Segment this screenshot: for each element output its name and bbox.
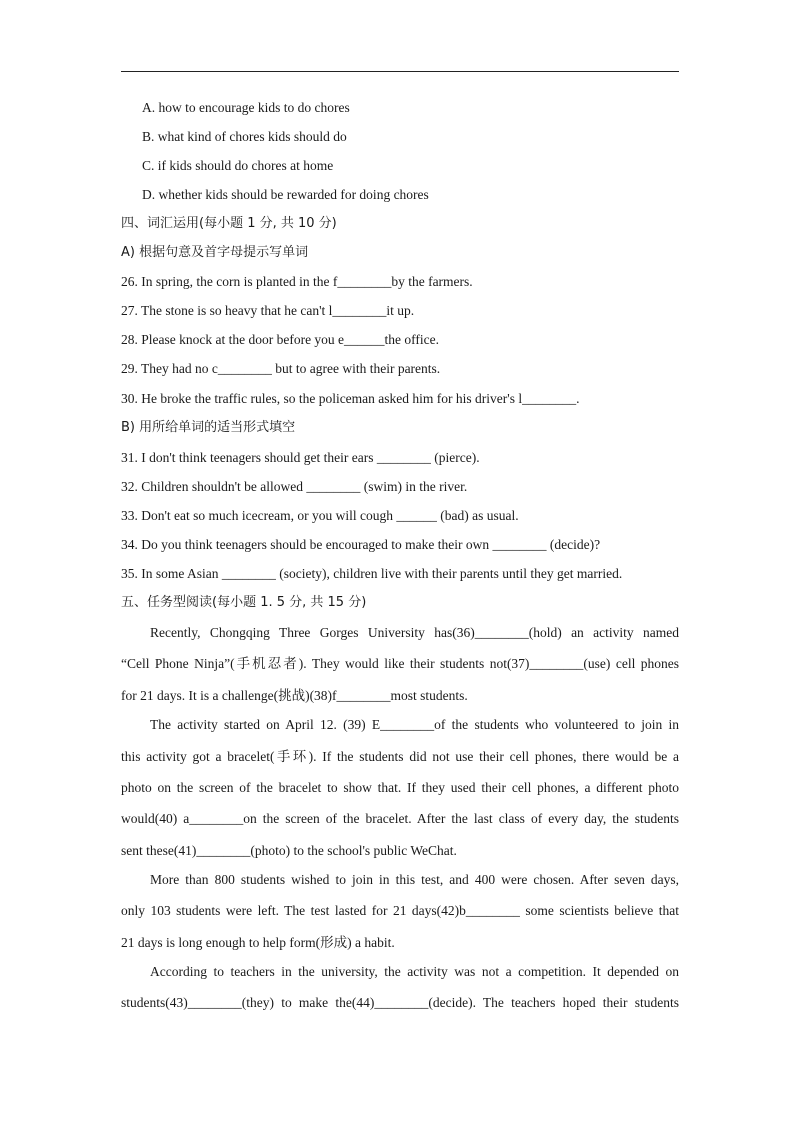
question-33: 33. Don't eat so much icecream, or you will cough ______ (bad) as usual. (121, 508, 519, 523)
passage-line: photo on the screen of the bracelet to show that. If they used their cell phones, a different photo (121, 780, 679, 795)
passage-line: The activity started on April 12. (39) E________of the students who volunteered to join in (150, 717, 679, 732)
question-34: 34. Do you think teenagers should be encouraged to make their own ________ (decide)? (121, 537, 601, 552)
question-32: 32. Children shouldn't be allowed ________ (swim) in the river. (121, 479, 468, 494)
passage-line: students(43)________(they) to make the(44)________(decide). The teachers hoped their students (121, 995, 679, 1010)
passage-line: According to teachers in the university, the activity was not a competition. It depended on (150, 964, 679, 979)
header-rule (121, 71, 679, 72)
question-28: 28. Please knock at the door before you e______the office. (121, 332, 440, 347)
passage-line: 21 days is long enough to help form(形成) a habit. (121, 935, 395, 950)
question-26: 26. In spring, the corn is planted in the f________by the farmers. (121, 274, 473, 289)
section-5-heading: 五、任务型阅读(每小题 1. 5 分, 共 15 分) (121, 595, 367, 610)
passage-line: More than 800 students wished to join in this test, and 400 were chosen. After seven days, (150, 872, 679, 887)
option-a: A. how to encourage kids to do chores (142, 100, 350, 115)
option-b: B. what kind of chores kids should do (142, 129, 347, 144)
part-a-heading: A) 根据句意及首字母提示写单词 (121, 245, 309, 260)
passage-line: sent these(41)________(photo) to the school's public WeChat. (121, 843, 457, 858)
section-4-heading: 四、词汇运用(每小题 1 分, 共 10 分) (121, 216, 337, 231)
option-c: C. if kids should do chores at home (142, 158, 334, 173)
question-30: 30. He broke the traffic rules, so the policeman asked him for his driver's l________. (121, 391, 580, 406)
part-b-heading: B) 用所给单词的适当形式填空 (121, 420, 296, 435)
passage-line: for 21 days. It is a challenge(挑战)(38)f________most students. (121, 688, 468, 703)
passage-line: this activity got a bracelet(手环). If the students did not use their cell phones, there would be a (121, 749, 679, 764)
passage-line: Recently, Chongqing Three Gorges University has(36)________(hold) an activity named (150, 625, 679, 640)
question-29: 29. They had no c________ but to agree with their parents. (121, 361, 441, 376)
question-35: 35. In some Asian ________ (society), children live with their parents until they get married. (121, 566, 623, 581)
option-d: D. whether kids should be rewarded for doing chores (142, 187, 429, 202)
passage-line: only 103 students were left. The test lasted for 21 days(42)b________ some scientists believe that (121, 903, 679, 918)
question-27: 27. The stone is so heavy that he can't l________it up. (121, 303, 415, 318)
passage-line: would(40) a________on the screen of the bracelet. After the last class of every day, the students (121, 811, 679, 826)
question-31: 31. I don't think teenagers should get their ears ________ (pierce). (121, 450, 480, 465)
passage-line: “Cell Phone Ninja”(手机忍者). They would like their students not(37)________(use) cell phones (121, 656, 679, 671)
